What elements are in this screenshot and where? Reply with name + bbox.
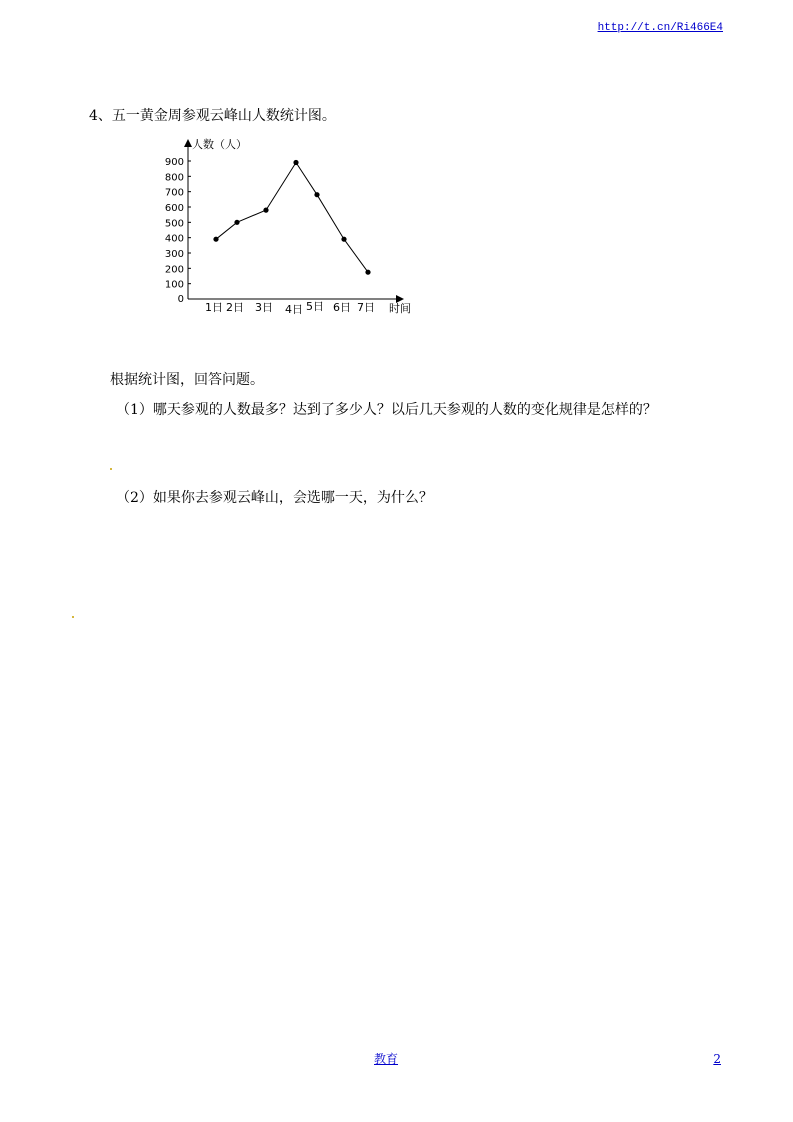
data-point [234,220,239,225]
footer-link[interactable]: 教育 [374,1052,399,1066]
data-point [293,160,298,165]
data-point [263,208,268,213]
y-tick-label: 500 [164,218,184,230]
y-tick-label: 800 [164,172,184,184]
y-tick-label: 0 [177,294,184,305]
series-line [216,163,368,273]
y-tick-label: 900 [164,157,184,168]
x-tick-label: 3日 [255,301,273,314]
y-axis [184,139,192,299]
data-point [314,192,319,197]
x-tick-label: 1日 [205,301,223,314]
x-tick-label: 7日 [357,301,375,314]
intro-text: 根据统计图，回答问题。 [110,372,264,388]
question-title: 4、五一黄金周参观云峰山人数统计图。 [89,108,336,124]
y-tick-label: 300 [164,249,184,260]
x-tick-label: 2日 [226,301,244,314]
data-point [341,237,346,242]
x-axis-label: 时间 [389,302,411,315]
y-axis-label: 人数（人） [192,138,247,151]
y-tick-label: 700 [164,187,184,199]
line-chart [160,130,430,330]
x-tick-label: 6日 [333,301,351,314]
page-number[interactable]: 2 [713,1052,721,1066]
x-tick-label: 5日 [306,300,324,313]
header-link[interactable]: http://t.cn/Ri466E4 [597,22,723,34]
y-tick-label: 200 [164,264,184,276]
x-tick-label: 4日 [285,303,303,316]
y-tick-label: 600 [164,203,184,214]
data-point [365,270,370,275]
y-tick-label: 100 [164,279,184,291]
data-point [213,237,218,242]
question-2: （2）如果你去参观云峰山，会选哪一天，为什么？ [116,490,433,506]
y-tick-label: 400 [164,233,184,245]
stray-mark [72,616,74,618]
stray-mark [110,468,112,470]
question-1: （1）哪天参观的人数最多？达到了多少人？以后几天参观的人数的变化规律是怎样的？ [116,402,657,418]
